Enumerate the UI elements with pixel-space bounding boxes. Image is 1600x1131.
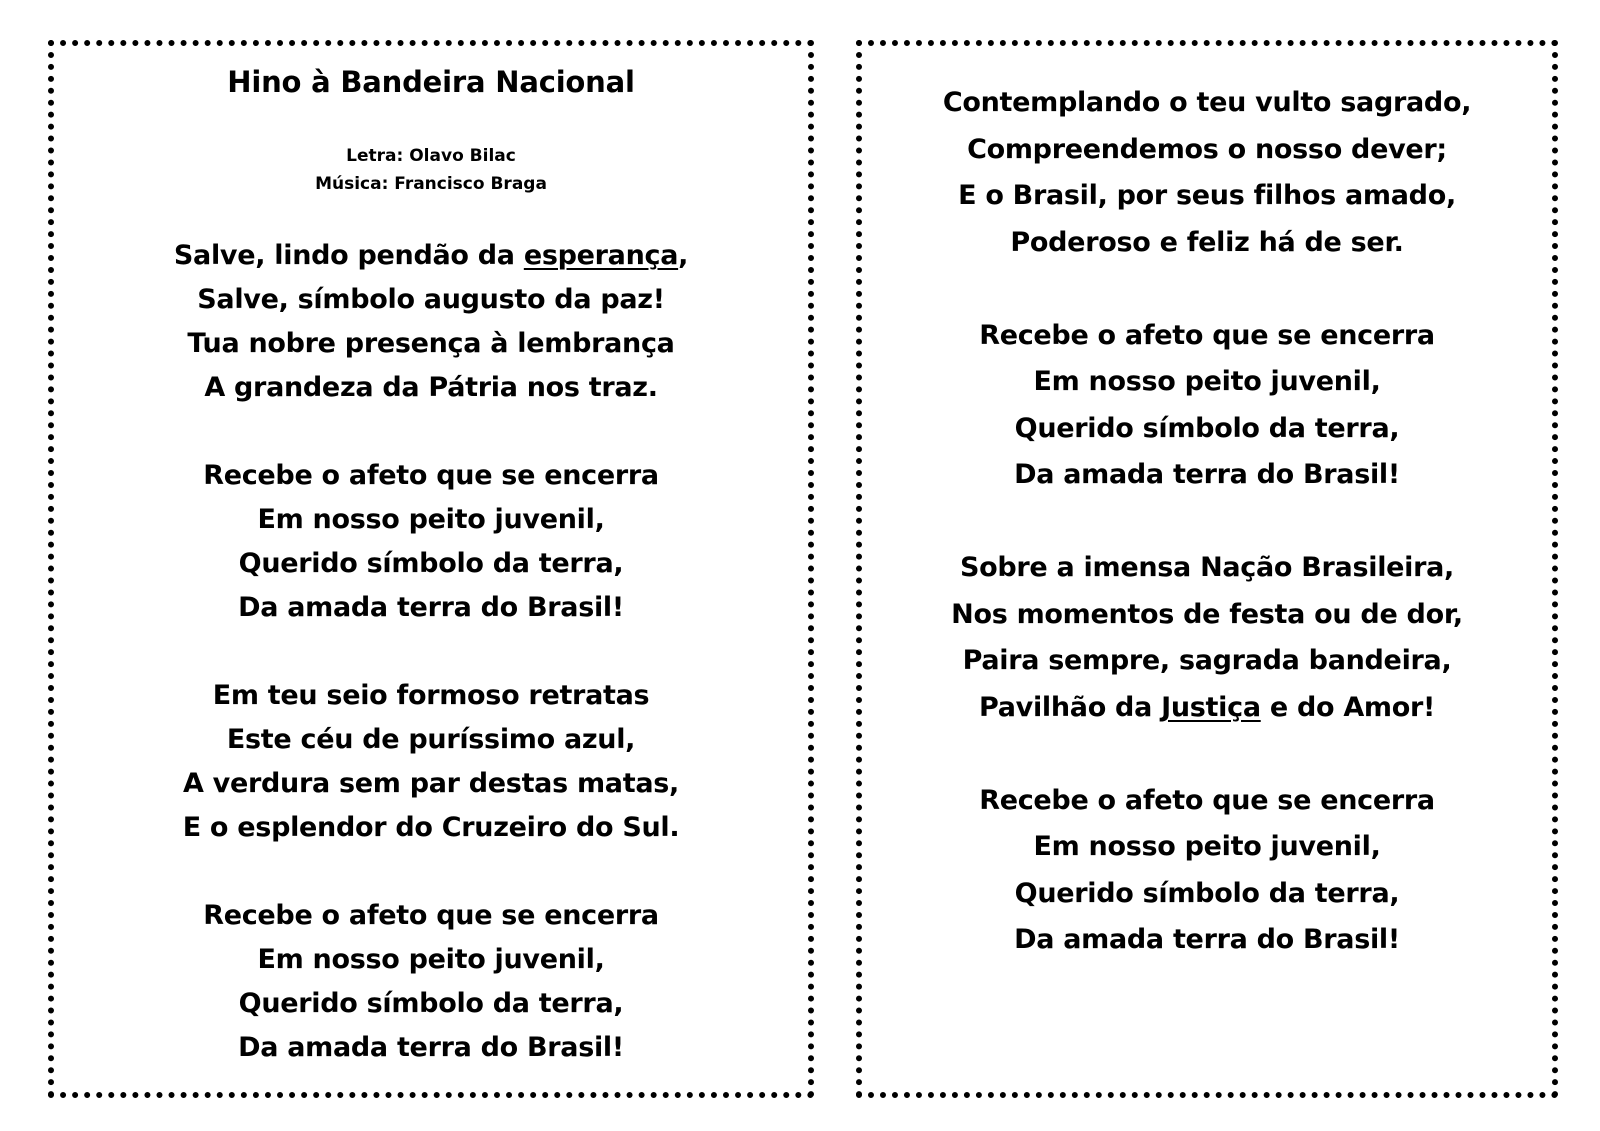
verse-text: Em nosso peito juvenil, <box>1033 831 1381 862</box>
verse-line <box>862 545 1552 592</box>
verse-text: Compreendemos o nosso dever; <box>967 133 1447 165</box>
verse-text: Da amada terra do Brasil! <box>1014 924 1400 955</box>
verse-text: Paira sempre, sagrada bandeira, <box>962 645 1452 676</box>
verse-text: Este céu de puríssimo azul, <box>226 724 636 755</box>
verse-text: , <box>678 240 689 271</box>
verse-line <box>54 674 808 718</box>
verse-line <box>54 278 808 322</box>
verse-text: Em nosso peito juvenil, <box>257 504 605 535</box>
verse-text: Da amada terra do Brasil! <box>1014 459 1400 490</box>
verse-text: Contemplando o teu vulto sagrado, <box>942 87 1472 118</box>
verse-text: Recebe o afeto que se encerra <box>203 460 659 491</box>
verse-text: Da amada terra do Brasil! <box>238 592 624 623</box>
verse-text: E o Brasil, por seus filhos amado, <box>958 180 1456 211</box>
verse-line <box>862 452 1552 499</box>
verse-line <box>862 313 1552 360</box>
verse-text: Nos momentos de festa ou de dor, <box>951 598 1463 630</box>
right-page-panel <box>856 40 1558 1098</box>
verse-line <box>54 366 808 410</box>
stanza <box>54 674 808 850</box>
verse-text: Poderoso e feliz há de ser. <box>1010 226 1404 258</box>
stanza <box>862 313 1552 499</box>
stanza <box>862 778 1552 964</box>
verse-text: Em nosso peito juvenil, <box>257 944 605 975</box>
verse-line <box>54 894 808 938</box>
left-page-panel <box>48 40 814 1098</box>
left-verses <box>54 234 808 1114</box>
music-credit: Música: Francisco Braga <box>315 174 547 194</box>
verse-line <box>54 322 808 366</box>
stanza <box>862 80 1552 266</box>
verse-text: Pavilhão da <box>978 691 1162 723</box>
verse-line <box>54 806 808 850</box>
verse-text: Salve, símbolo augusto da paz! <box>197 284 665 315</box>
verse-text: Salve, lindo pendão da <box>173 240 524 271</box>
verse-line <box>862 685 1552 732</box>
verse-line <box>862 638 1552 685</box>
lyrics-credit: Letra: Olavo Bilac <box>346 146 516 166</box>
verse-line <box>862 80 1552 127</box>
verse-line <box>862 359 1552 406</box>
verse-line <box>54 234 808 278</box>
verse-line <box>862 592 1552 639</box>
verse-text: Em nosso peito juvenil, <box>1033 366 1381 397</box>
verse-text: Querido símbolo da terra, <box>1014 877 1400 909</box>
verse-text: Recebe o afeto que se encerra <box>979 319 1435 351</box>
verse-text: A grandeza da Pátria nos traz. <box>204 372 658 403</box>
verse-line <box>54 718 808 762</box>
verse-line <box>862 778 1552 825</box>
verse-text: Recebe o afeto que se encerra <box>203 900 659 931</box>
verse-line <box>862 173 1552 220</box>
credits <box>54 142 808 198</box>
verse-text: Tua nobre presença à lembrança <box>187 328 675 359</box>
page-title: Hino à Bandeira Nacional <box>227 65 635 99</box>
verse-line <box>54 498 808 542</box>
verse-line <box>862 824 1552 871</box>
verse-line <box>54 938 808 982</box>
verse-line <box>54 982 808 1026</box>
verse-line <box>862 871 1552 918</box>
verse-text: Sobre a imensa Nação Brasileira, <box>959 552 1455 583</box>
verse-line <box>54 762 808 806</box>
verse-text: Recebe o afeto que se encerra <box>979 784 1435 816</box>
underlined-word: esperança <box>523 240 679 271</box>
verse-text: Em teu seio formoso retratas <box>212 680 650 711</box>
verse-text: Querido símbolo da terra, <box>238 988 624 1019</box>
verse-line <box>54 586 808 630</box>
stanza <box>54 234 808 410</box>
verse-line <box>54 454 808 498</box>
stanza <box>862 545 1552 731</box>
verse-text: Da amada terra do Brasil! <box>238 1032 624 1063</box>
verse-line <box>54 542 808 586</box>
verse-line <box>862 917 1552 964</box>
underlined-word: Justiça <box>1161 691 1261 723</box>
verse-line <box>862 127 1552 174</box>
verse-text: Querido símbolo da terra, <box>1014 412 1400 444</box>
verse-line <box>862 406 1552 453</box>
verse-text: Querido símbolo da terra, <box>238 548 624 579</box>
verse-text: E o esplendor do Cruzeiro do Sul. <box>182 812 680 843</box>
verse-text: e do Amor! <box>1260 691 1436 723</box>
right-verses <box>862 80 1552 1010</box>
verse-line <box>862 220 1552 267</box>
verse-line <box>54 1026 808 1070</box>
stanza <box>54 454 808 630</box>
stanza <box>54 894 808 1070</box>
verse-text: A verdura sem par destas matas, <box>182 768 679 799</box>
